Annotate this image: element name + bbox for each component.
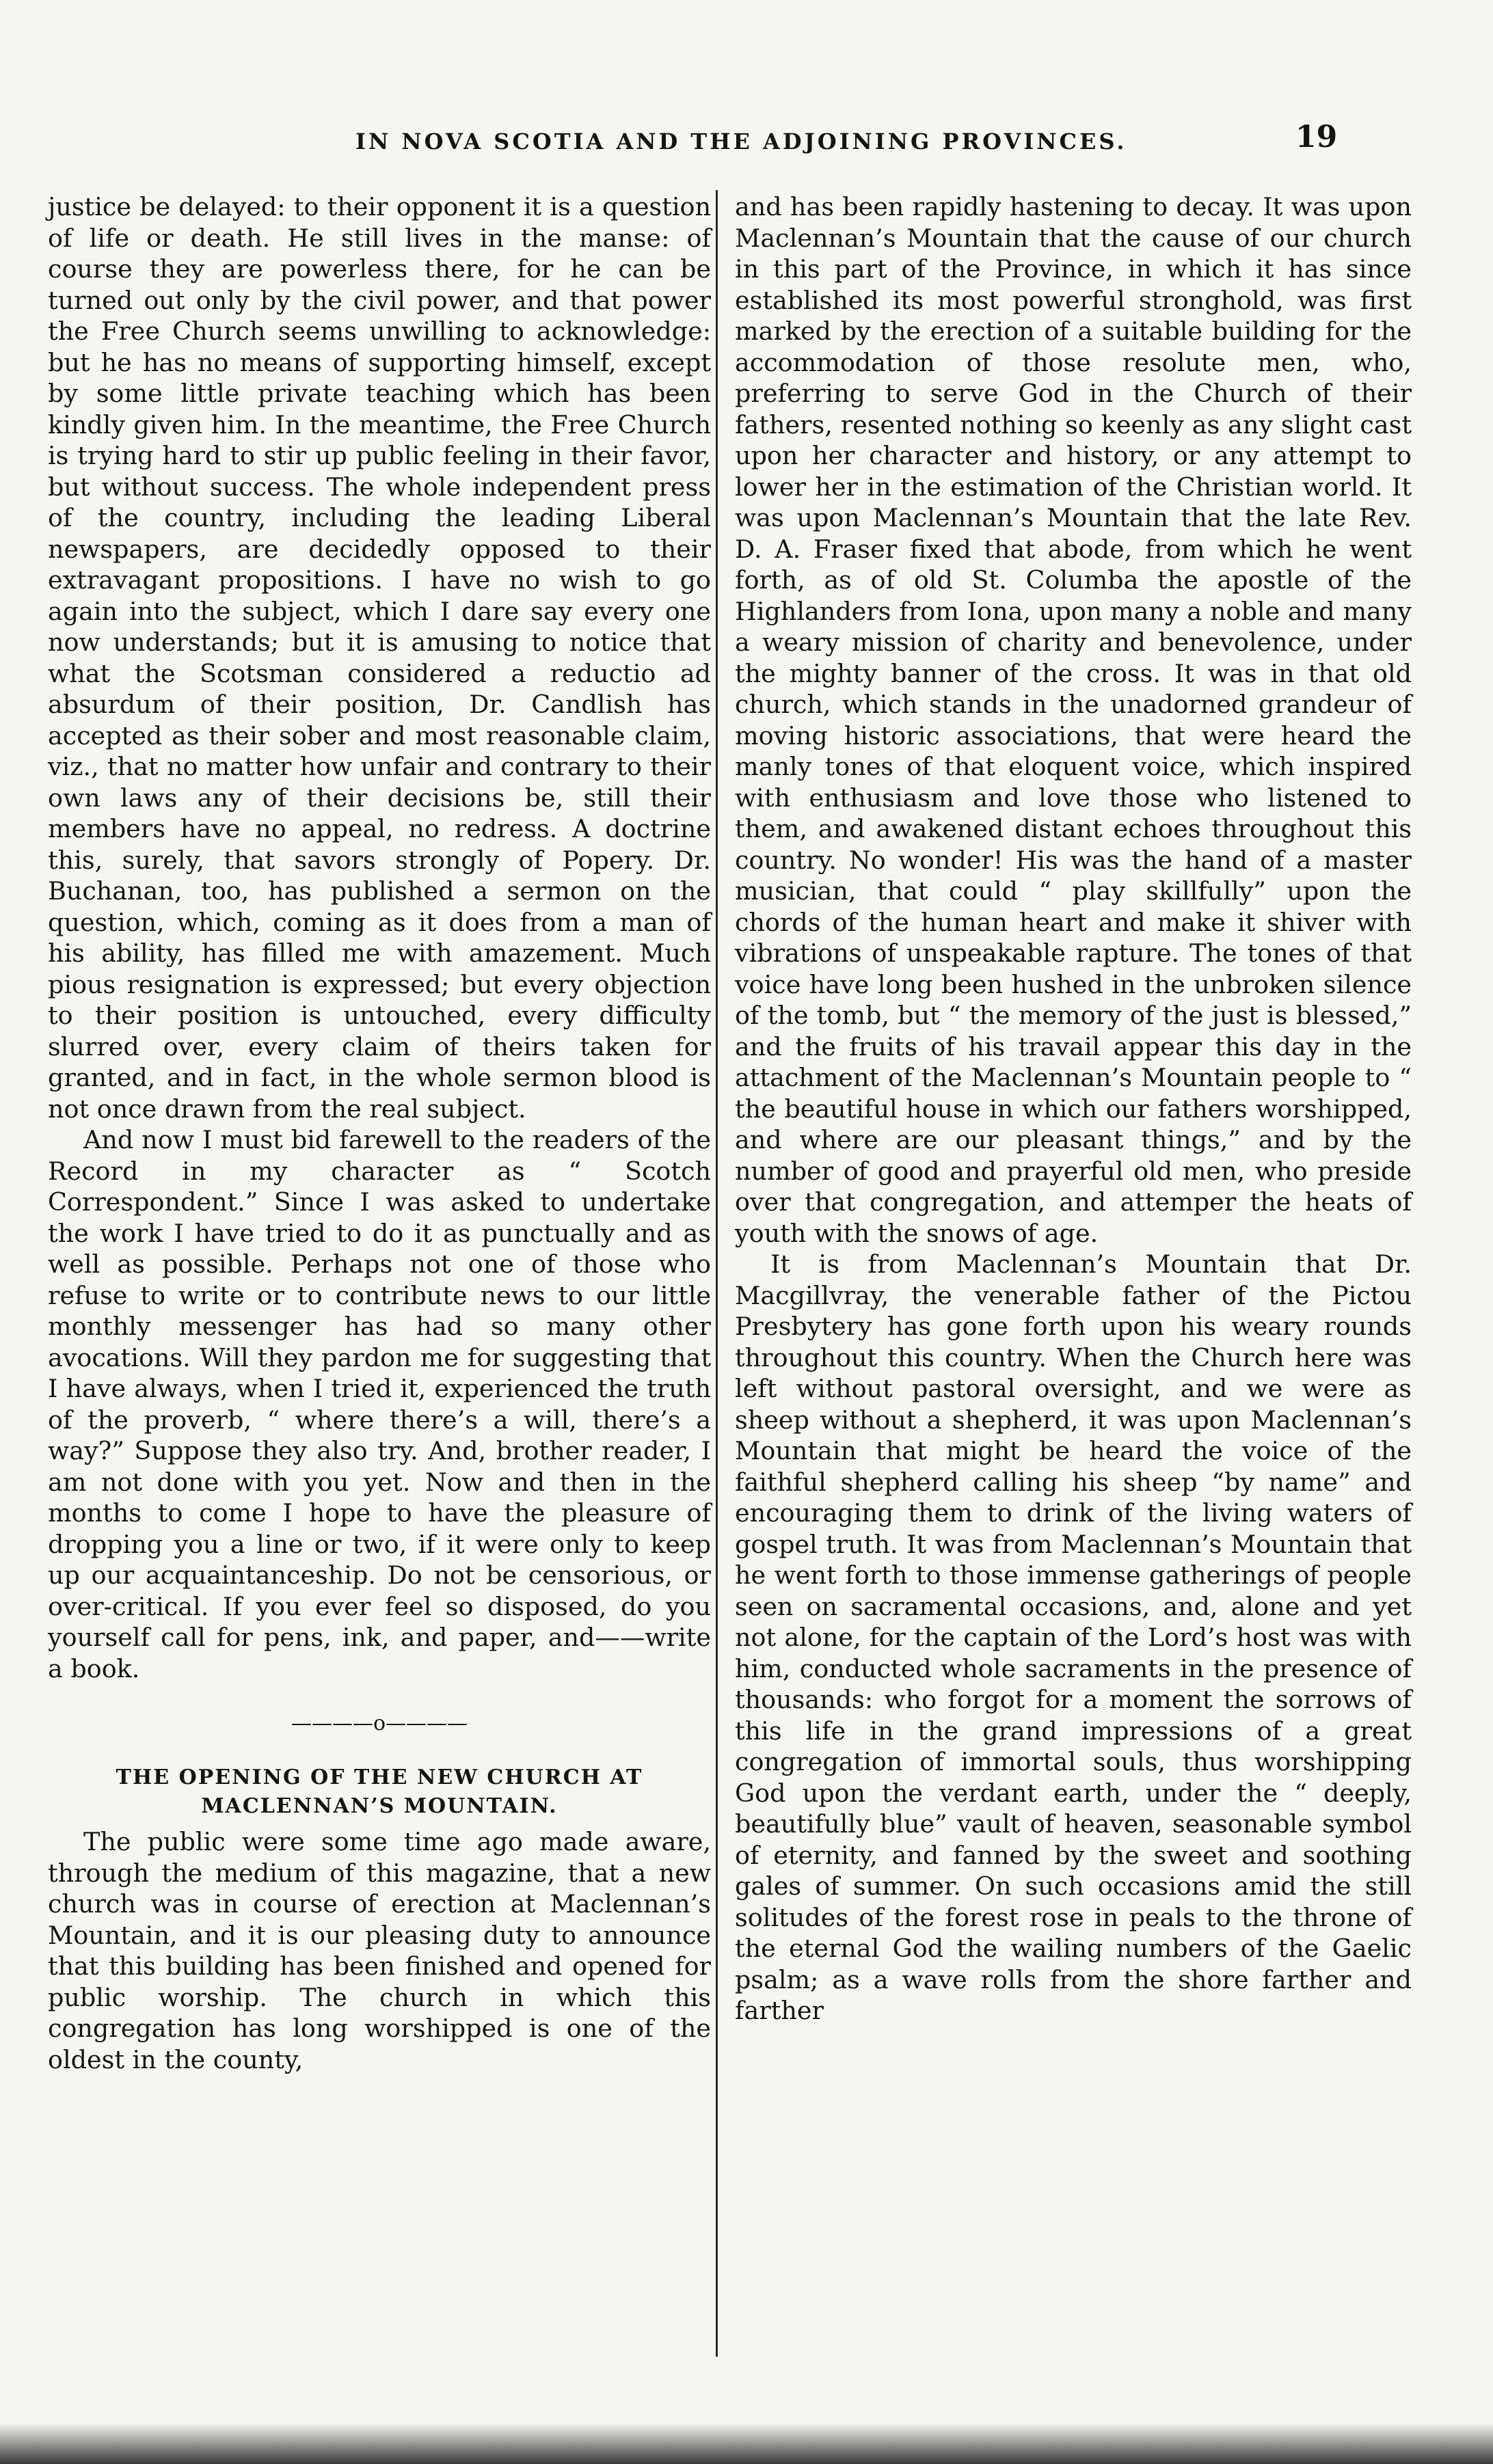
paragraph-left-2: And now I must bid farewell to the readers of the Record in my character as “ Scotch Correspondent.” Since I was asked to undertake the work I have tried to do it as punctually and as well as possible. Perhaps not one of those who refuse to write or to contribute news to our little monthly messenger has had so many other avocations. Will they pardon me for suggesting that I have always, when I tried it, experienced the truth of the proverb, “ where there’s a will, there’s a way?” Suppose they also try. And, brother reader, I am not done with you yet. Now and then in the months to come I hope to have the pleasure of dropping you a line or two, if it were only to keep up our acquaintanceship. Do not be censorious, or over-critical. If you ever feel so disposed, do you yourself call for pens, ink, and paper, and——write a book. [48, 1125, 711, 1683]
paragraph-right-2: It is from Maclennan’s Mountain that Dr. Macgillvray, the venerable father of the Pictou Presbytery has gone forth upon his weary rounds throughout this country. When the Church here was left without pastoral oversight, and we were as sheep without a shepherd, it was upon Maclennan’s Mountain that might be heard the voice of the faithful shepherd calling his sheep “by name” and encouraging them to drink of the living waters of gospel truth. It was from Maclennan’s Mountain that he went forth to those immense gatherings of people seen on sacramental occasions, and, alone and yet not alone, for the captain of the Lord’s host was with him, conducted whole sacraments in the presence of thousands: who forgot for a moment the sorrows of this life in the grand impressions of a great congregation of immortal souls, thus worshipping God upon the verdant earth, under the “ deeply, beautifully blue” vault of heaven, seasonable symbol of eternity, and fanned by the sweet and soothing gales of summer. On such occasions amid the still solitudes of the forest rose in peals to the throne of the eternal God the wailing numbers of the Gaelic psalm; as a wave rolls from the shore farther and farther [735, 1249, 1412, 2025]
right-column [735, 191, 1412, 2027]
article-title-line-2: MACLENNAN’S MOUNTAIN. [201, 1794, 558, 1818]
column-divider [716, 190, 718, 2357]
left-column [48, 191, 711, 2075]
page-bottom-edge [0, 2423, 1493, 2464]
article-title [48, 1763, 711, 1821]
page-number: 19 [1295, 120, 1338, 154]
paragraph-left-1: justice be delayed: to their opponent it is a question of life or death. He still lives in the manse: of course they are powerless there, for he can be turned out only by the civil power, and that power the Free Church seems unwilling to acknowledge: but he has no means of supporting himself, except by some little private teaching which has been kindly given him. In the meantime, the Free Church is trying hard to stir up public feeling in their favor, but without success. The whole independent press of the country, including the leading Liberal newspapers, are decidedly opposed to their extravagant propositions. I have no wish to go again into the subject, which I dare say every one now understands; but it is amusing to notice that what the Scotsman considered a reductio ad absurdum of their position, Dr. Candlish has accepted as their sober and most reasonable claim, viz., that no matter how unfair and contrary to their own laws any of their decisions be, still their members have no appeal, no redress. A doctrine this, surely, that savors strongly of Popery. Dr. Buchanan, too, has published a sermon on the question, which, coming as it does from a man of his ability, has filled me with amazement. Much pious resignation is expressed; but every objection to their position is untouched, every difficulty slurred over, every claim of theirs taken for granted, and in fact, in the whole sermon blood is not once drawn from the real subject. [48, 192, 711, 1124]
running-header: IN NOVA SCOTIA AND THE ADJOINING PROVINCES. [355, 128, 1127, 154]
paragraph-left-3: The public were some time ago made aware, through the medium of this magazine, that a new church was in course of erection at Maclennan’s Mountain, and it is our pleasing duty to announce that this building has been finished and opened for public worship. The church in which this congregation has long worshipped is one of the oldest in the county, [48, 1827, 711, 2074]
section-separator: ————o———— [291, 1711, 468, 1735]
article-title-line-1: THE OPENING OF THE NEW CHURCH AT [116, 1765, 643, 1789]
paragraph-right-1: and has been rapidly hastening to decay. It was upon Maclennan’s Mountain that the cause of our church in this part of the Province, in which it has since established its most powerful stronghold, was first marked by the erection of a suitable building for the accommodation of those resolute men, who, preferring to serve God in the Church of their fathers, resented nothing so keenly as any slight cast upon her character and history, or any attempt to lower her in the estimation of the Christian world. It was upon Maclennan’s Mountain that the late Rev. D. A. Fraser fixed that abode, from which he went forth, as of old St. Columba the apostle of the Highlanders from Iona, upon many a noble and many a weary mission of charity and benevolence, under the mighty banner of the cross. It was in that old church, which stands in the unadorned grandeur of moving historic associations, that were heard the manly tones of that eloquent voice, which inspired with enthusiasm and love those who listened to them, and awakened distant echoes throughout this country. No wonder! His was the hand of a master musician, that could “ play skillfully” upon the chords of the human heart and make it shiver with vibrations of unspeakable rapture. The tones of that voice have long been hushed in the unbroken silence of the tomb, but “ the memory of the just is blessed,” and the fruits of his travail appear this day in the attachment of the Maclennan’s Mountain people to “ the beautiful house in which our fathers worshipped, and where are our pleasant things,” and by the number of good and prayerful old men, who preside over that congregation, and attemper the heats of youth with the snows of age. [735, 192, 1412, 1248]
